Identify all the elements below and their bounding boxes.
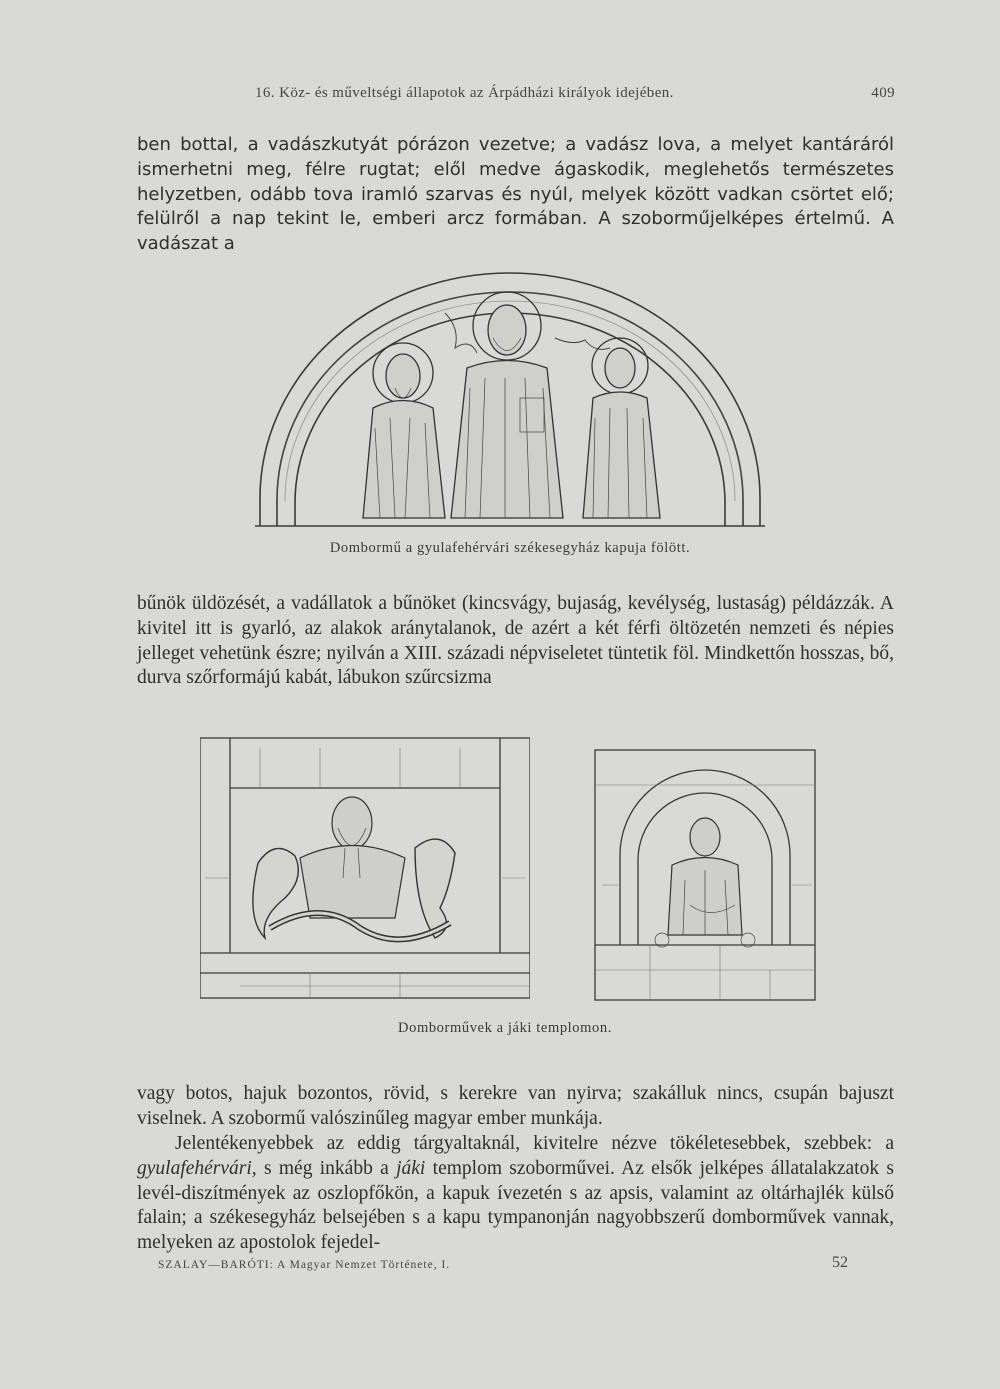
paragraph-4-text-c: templom szoborművei. Az elsők jelképes állatalakzatok s levél-diszítmények az oszlopfőkön, a kapuk ívezetén s az apsis, valamint az oltárhajlék külső falain; a székesegyház belsejében s a kapu tympanonján nagyobbszerű domborművek vannak, melyeken az apostolok fejedel-: [137, 1157, 894, 1254]
jak-niche-saint-illustration: [590, 745, 820, 1010]
paragraph-4-text-b: s még inkább a: [256, 1157, 397, 1179]
paragraph-4: [137, 1132, 894, 1256]
running-head: [255, 85, 895, 102]
figure-caption-2: Domborművek a jáki templomon.: [398, 1020, 612, 1036]
emphasis-gyulafehervari: gyulafehérvári,: [137, 1157, 257, 1179]
paragraph-3: vagy botos, hajuk bozontos, rövid, s kerekre van nyirva; szakálluk nincs, csupán bajuszt viselnek. A szobormű valószinűleg magyar ember munkája.: [137, 1083, 894, 1129]
paragraph-2: bűnök üldözését, a vadállatok a bűnöket (kincsvágy, bujaság, kevélység, lustaság) példázzák. A kivitel itt is gyarló, az alakok aránytalanok, de azért a két férfi öltözetén nemzeti és népies jelleget vehetünk észre; nyilván a XIII. századi népviseletet tüntetik föl. Mindkettőn hosszas, bő, durva szőrformájú kabát, lábukon szűrcsizma: [137, 593, 894, 689]
footer-signature: SZALAY—BARÓTI: A Magyar Nemzet Története, I.: [158, 1259, 451, 1271]
jak-relief-beasts-illustration: [200, 728, 530, 1008]
paragraph-1: ben bottal, a vadászkutyát pórázon vezetve; a vadász lova, a melyet kantáráról ismerhetni meg, félre rugtat; elől medve ágaskodik, meglehetős természetes helyzetben, odább tova iramló szarvas és nyúl, melyek között vadkan csörtet elő; felülről a nap tekint le, emberi arcz formában. A szoborműjelképes értelmű. A vadászat a: [137, 134, 894, 255]
page-number: 409: [871, 85, 895, 101]
emphasis-jaki: jáki: [396, 1157, 426, 1179]
figure-caption-1: Dombormű a gyulafehérvári székesegyház kapuja fölött.: [329, 540, 691, 556]
paragraph-4-text-a: Jelentékenyebbek az eddig tárgyaltaknál, kivitelre nézve tökéletesebbek, szebbek: a: [175, 1133, 894, 1154]
tympanum-relief-illustration: [255, 268, 765, 540]
running-title: 16. Köz- és műveltségi állapotok az Árpádházi királyok idejében.: [255, 85, 674, 101]
footer-sheet-number: 52: [832, 1254, 848, 1271]
